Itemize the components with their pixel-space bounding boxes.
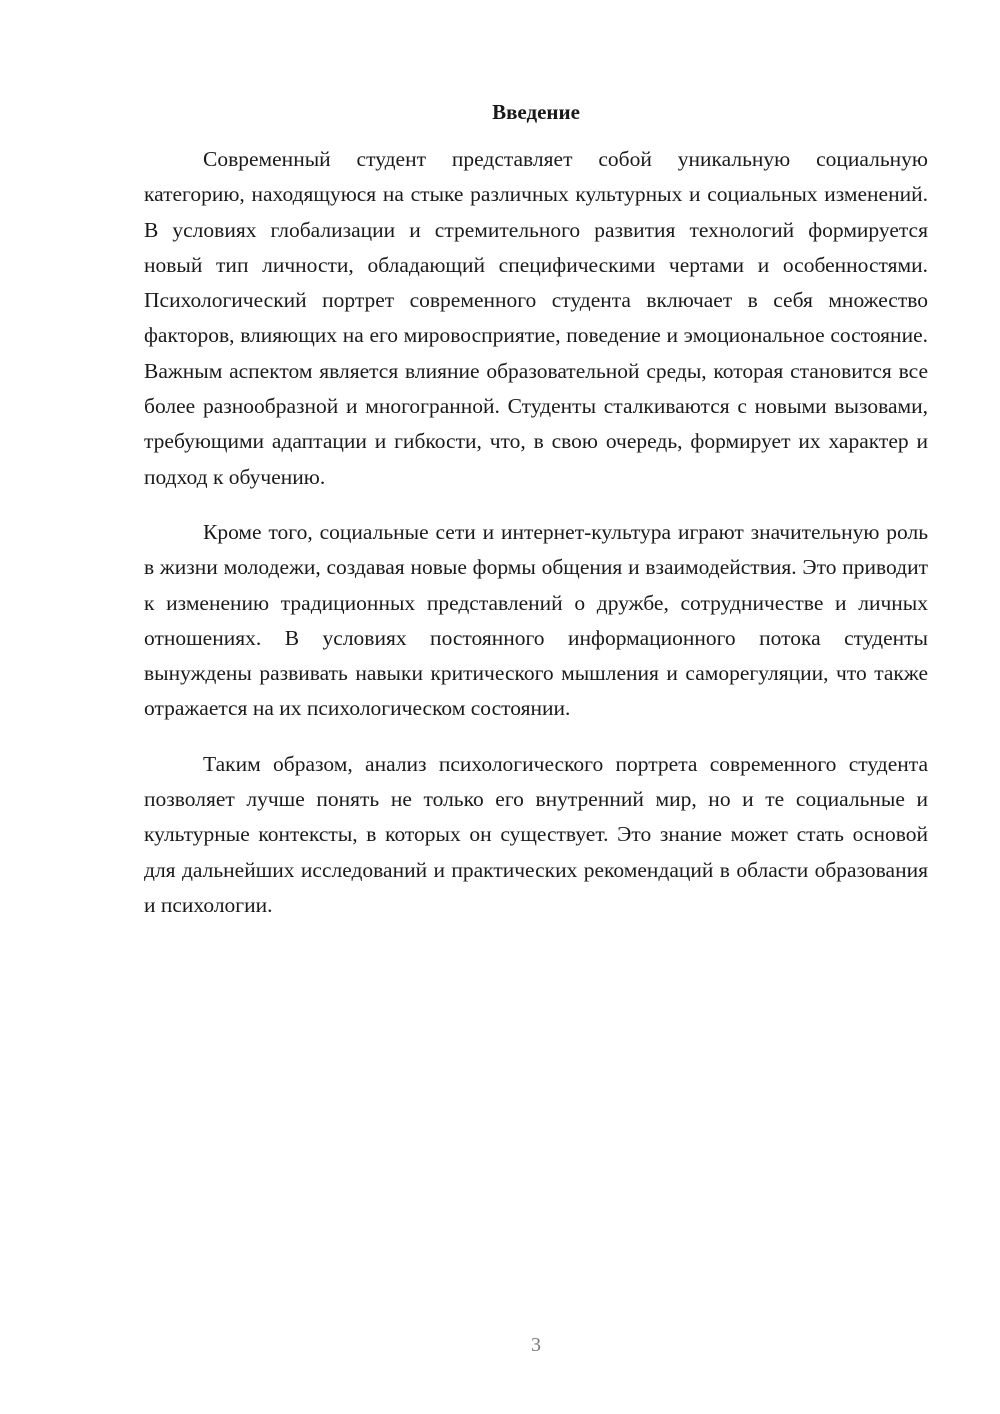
- page-number: 3: [531, 1334, 541, 1356]
- section-title: Введение: [492, 100, 580, 124]
- paragraph-1: Современный студент представляет собой уникальную социальную категорию, находящуюся на стыке различных культурных и социальных изменений. В условиях глобализации и стремительного развития технологий формируется новый тип личности, обладающий специфическими чертами и особенностями. Психологический портрет современного студента включает в себя множество факторов, влияющих на его мировосприятие, поведение и эмоциональное состояние. Важным аспектом является влияние образовательной среды, которая становится все более разнообразной и многогранной. Студенты сталкиваются с новыми вызовами, требующими адаптации и гибкости, что, в свою очередь, формирует их характер и подход к обучению.: [144, 147, 928, 489]
- paragraph-2: Кроме того, социальные сети и интернет-культура играют значительную роль в жизни молодежи, создавая новые формы общения и взаимодействия. Это приводит к изменению традиционных представлений о дружбе, сотрудничестве и личных отношениях. В условиях постоянного информационного потока студенты вынуждены развивать навыки критического мышления и саморегуляции, что также отражается на их психологическом состоянии.: [144, 519, 928, 721]
- paragraph-3: Таким образом, анализ психологического портрета современного студента позволяет лучше понять не только его внутренний мир, но и те социальные и культурные контексты, в которых он существует. Это знание может стать основой для дальнейших исследований и практических рекомендаций в области образования и психологии.: [144, 751, 928, 917]
- page-content: [144, 92, 928, 923]
